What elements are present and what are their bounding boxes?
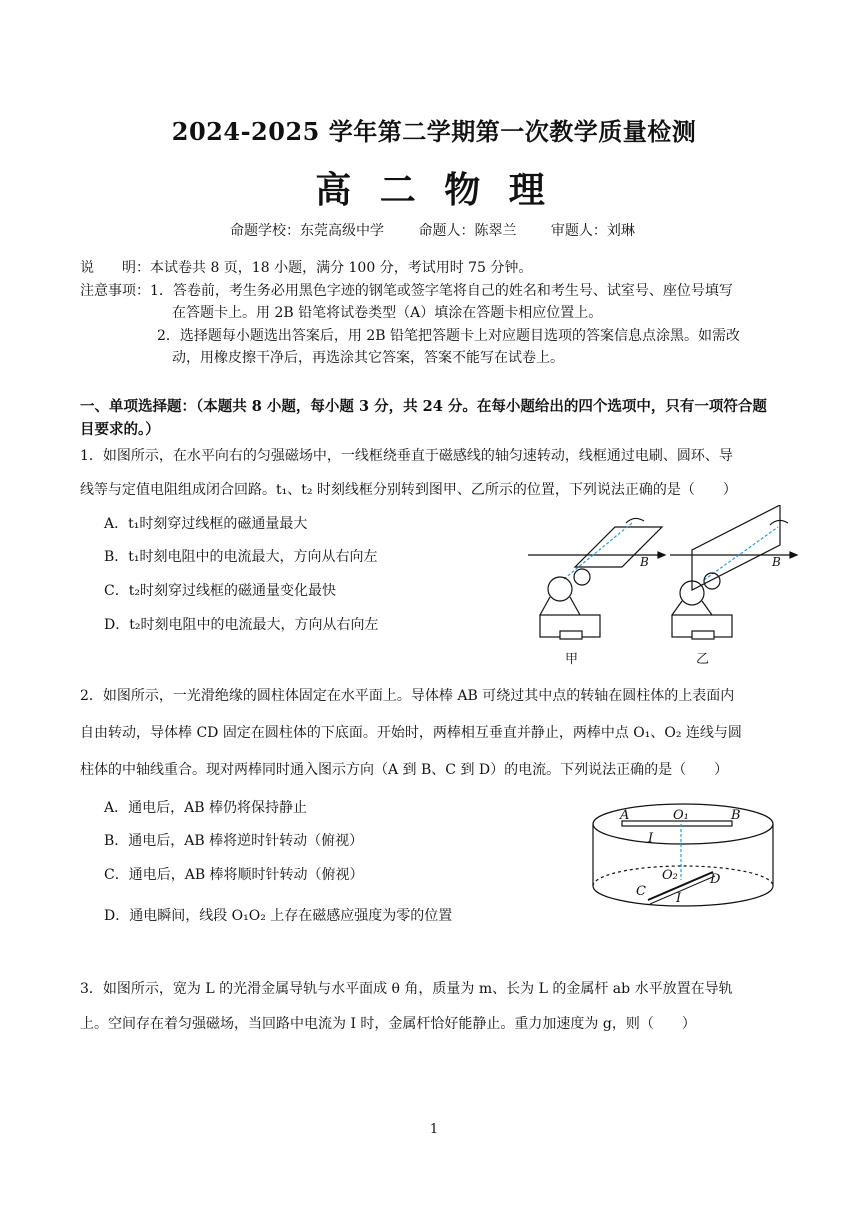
note-line <box>80 257 532 277</box>
q1-stem-b: 线等与定值电阻组成闭合回路。t₁、t₂ 时刻线框分别转到图甲、乙所示的位置，下列说法正确的是（ ） <box>80 482 737 498</box>
subject-title: 高 二 物 理 <box>315 169 553 211</box>
attention-item-2b: 动，用橡皮擦干净后，再选涂其它答案，答案不能写在试卷上。 <box>172 350 564 366</box>
q1-fig-label-yi: 乙 <box>696 652 710 667</box>
q2-stem-b: 自由转动，导体棒 CD 固定在圆柱体的下底面。开始时，两棒相互垂直并静止，两棒中点 O₁、O₂ 连线与圆 <box>80 725 742 741</box>
q2-option-c: C．通电后，AB 棒将顺时针转动（俯视） <box>104 867 364 883</box>
q3-stem-a: 3．如图所示，宽为 L 的光滑金属导轨与水平面成 θ 角，质量为 m、长为 L 的金属杆 ab 水平放置在导轨 <box>80 981 733 997</box>
school-label: 命题学校：东莞高级中学 <box>230 223 384 239</box>
q3-stem-b: 上。空间存在着匀强磁场，当回路中电流为 I 时，金属杆恰好能静止。重力加速度为 g，则（ ） <box>80 1016 696 1032</box>
author-label: 命题人：陈翠兰 <box>418 223 517 239</box>
exam-title: 2024-2025 学年第二学期第一次教学质量检测 <box>171 117 697 146</box>
q2-label-o2: O₂ <box>662 868 678 883</box>
q2-option-d: D．通电瞬间，线段 O₁O₂ 上存在磁感应强度为零的位置 <box>104 908 453 924</box>
note-label: 说 明： <box>80 260 150 276</box>
q1-fig-b-label-1: B <box>640 555 649 569</box>
q2-label-o1: O₁ <box>673 808 689 823</box>
authorship-line <box>230 220 665 240</box>
q1-option-d: D．t₂时刻电阻中的电流最大，方向从右向左 <box>104 617 379 633</box>
attention-item-1a: 1．答卷前，考生务必用黑色字迹的钢笔或签字笔将自己的姓名和考生号、试室号、座位号填写 <box>150 283 733 299</box>
q1-option-a: A．t₁时刻穿过线框的磁通量最大 <box>104 516 308 532</box>
q1-stem-a: 1．如图所示，在水平向右的匀强磁场中，一线框绕垂直于磁感线的轴匀速转动，线框通过电刷、圆环、导 <box>80 448 733 464</box>
page-number: 1 <box>429 1122 439 1137</box>
note-text: 本试卷共 8 页，18 小题，满分 100 分，考试用时 75 分钟。 <box>150 260 533 276</box>
q2-label-b: B <box>731 808 741 823</box>
section-heading-a: 一、单项选择题：（本题共 8 小题，每小题 3 分，共 24 分。在每小题给出的四个选项中，只有一项符合题 <box>80 398 767 415</box>
q2-label-a: A <box>620 808 630 823</box>
q2-option-b: B．通电后，AB 棒将逆时针转动（俯视） <box>104 833 364 849</box>
attention-item-2a: 2．选择题每小题选出答案后，用 2B 铅笔把答题卡上对应题目选项的答案信息点涂黑。如需改 <box>157 328 741 344</box>
q2-label-i-top: I <box>648 831 654 846</box>
q1-fig-b-label-2: B <box>772 555 781 569</box>
q2-label-d: D <box>710 872 721 887</box>
q1-fig-label-jia: 甲 <box>565 652 579 667</box>
q2-label-c: C <box>636 884 646 899</box>
q2-option-a: A．通电后，AB 棒仍将保持静止 <box>104 800 307 816</box>
q1-figure <box>520 505 800 665</box>
section-heading-b: 目要求的。） <box>80 421 160 438</box>
reviewer-label: 审题人：刘琳 <box>550 223 635 239</box>
q1-option-b: B．t₁时刻电阻中的电流最大，方向从右向左 <box>104 549 378 565</box>
q2-label-i-bottom: I <box>676 891 682 906</box>
q2-stem-c: 柱体的中轴线重合。现对两棒同时通入图示方向（A 到 B、C 到 D）的电流。下列说法正确的是（ ） <box>80 762 729 778</box>
q1-option-c: C．t₂时刻穿过线框的磁通量变化最快 <box>104 583 336 599</box>
q2-stem-a: 2．如图所示，一光滑绝缘的圆柱体固定在水平面上。导体棒 AB 可绕过其中点的转轴在圆柱体的上表面内 <box>80 688 735 704</box>
attention-item-1b: 在答题卡上。用 2B 铅笔将试卷类型（A）填涂在答题卡相应位置上。 <box>172 305 603 321</box>
attention-line-1 <box>80 280 733 300</box>
attention-label: 注意事项： <box>80 283 150 299</box>
